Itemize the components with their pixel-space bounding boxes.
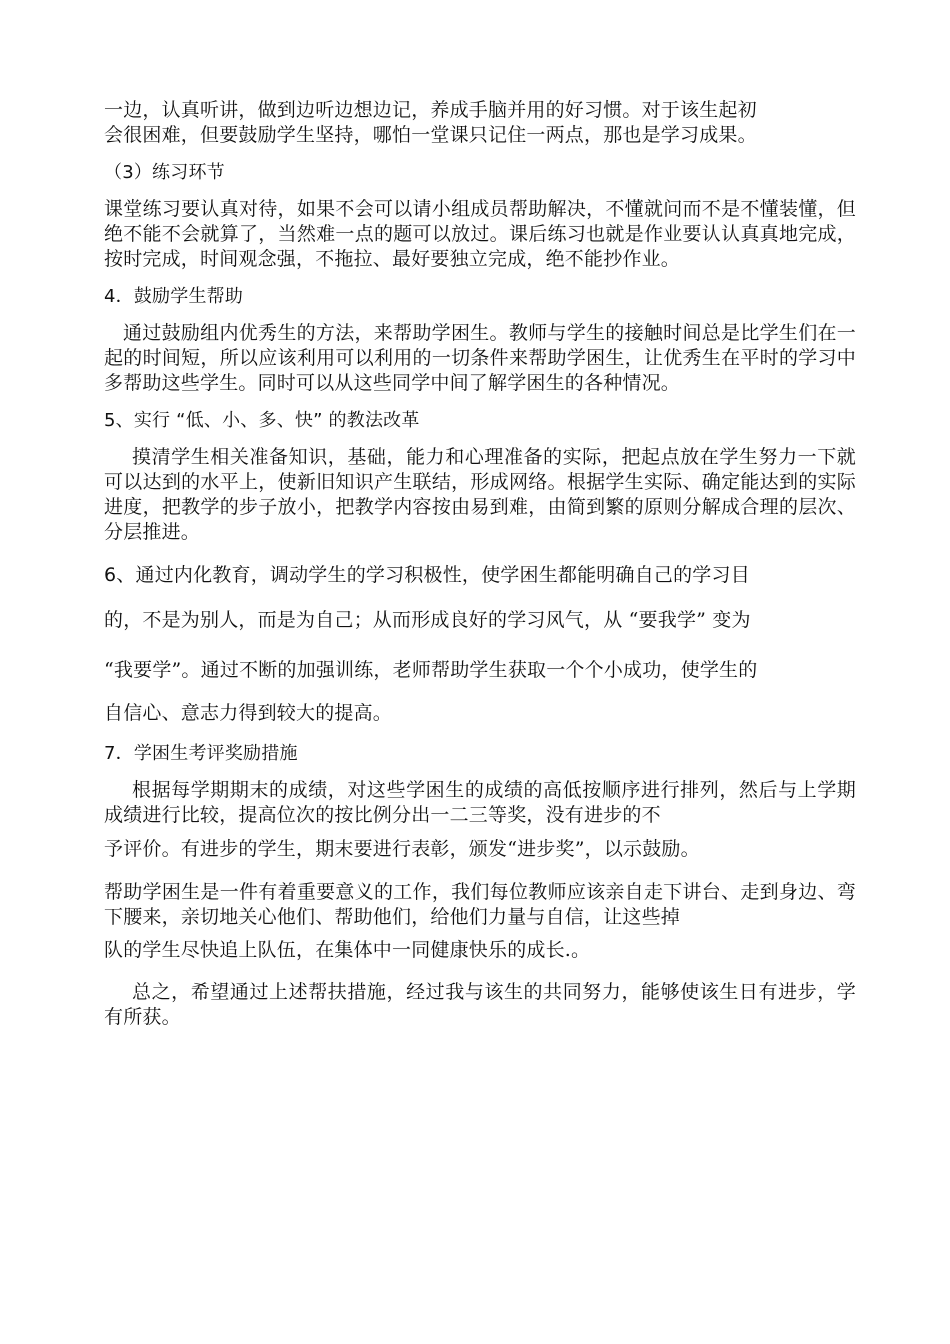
- paragraph-teaching-reform: 摸清学生相关准备知识，基础，能力和心理准备的实际，把起点放在学生努力一下就可以达到的水平上，使新旧知识产生联结，形成网络。根据学生实际、确定能达到的实际进度，把教学的步子放小，把教学内容按由易到难，由简到繁的原则分解成合理的层次、分层推进。: [104, 446, 856, 543]
- paragraph-conclusion: 总之，希望通过上述帮扶措施，经过我与该生的共同努力，能够使该生日有进步，学有所获。: [104, 981, 856, 1028]
- text-line: “我要学”。通过不断的加强训练，老师帮助学生获取一个个小成功，使学生的: [104, 659, 758, 681]
- section-heading-encourage-help: 4．鼓励学生帮助: [104, 286, 244, 307]
- text-line: 的，不是为别人，而是为自己；从而形成良好的学习风气，从 “要我学” 变为: [104, 609, 751, 631]
- paragraph-helping-significance-continued: 队的学生尽快追上队伍，在集体中一同健康快乐的成长.。: [104, 939, 591, 961]
- section-heading-practice: （3）练习环节: [104, 162, 225, 183]
- paragraph-encourage-help: 通过鼓励组内优秀生的方法，来帮助学困生。教师与学生的接触时间总是比学生们在一起的时间短，所以应该利用可以利用的一切条件来帮助学困生，让优秀生在平时的学习中多帮助这些学生。同时可以从这些同学中间了解学困生的各种情况。: [104, 322, 856, 394]
- text-line: 自信心、意志力得到较大的提高。: [104, 702, 393, 724]
- paragraph-internalization: [104, 555, 856, 731]
- paragraph-rewards: [104, 778, 856, 828]
- text-lines: 帮助学困生是一件有着重要意义的工作，我们每位教师应该亲自走下讲台、走到身边、弯下腰来，亲切地关心他们、帮助他们，给他们力量与自信，让这些掉: [104, 881, 856, 928]
- document-body: [104, 98, 856, 1030]
- paragraph-rewards-continued: 予评价。有进步的学生，期末要进行表彰，颁发“进步奖”，以示鼓励。: [104, 838, 700, 860]
- text-line: 6、通过内化教育，调动学生的学习积极性，使学困生都能明确自己的学习目: [104, 564, 750, 586]
- text-lines: 根据每学期期末的成绩，对这些学困生的成绩的高低按顺序进行排列，然后与上学期成绩进行比较，提高位次的按比例分出一二三等奖，没有进步的不: [104, 779, 856, 826]
- text-line: 会很困难，但要鼓励学生坚持，哪怕一堂课只记住一两点，那也是学习成果。: [104, 124, 757, 146]
- paragraph-helping-significance: [104, 880, 856, 930]
- paragraph-note-taking: [104, 98, 856, 148]
- section-heading-rewards: 7．学困生考评奖励措施: [104, 743, 298, 764]
- section-heading-teaching-reform: 5、实行 “低、小、多、快” 的教法改革: [104, 410, 420, 431]
- text-line: 一边，认真听讲，做到边听边想边记，养成手脑并用的好习惯。对于该生起初: [104, 99, 757, 121]
- paragraph-practice: 课堂练习要认真对待，如果不会可以请小组成员帮助解决，不懂就问而不是不懂装懂，但绝不能不会就算了，当然难一点的题可以放过。课后练习也就是作业要认认真真地完成，按时完成，时间观念强，不拖拉、最好要独立完成，绝不能抄作业。: [104, 198, 856, 270]
